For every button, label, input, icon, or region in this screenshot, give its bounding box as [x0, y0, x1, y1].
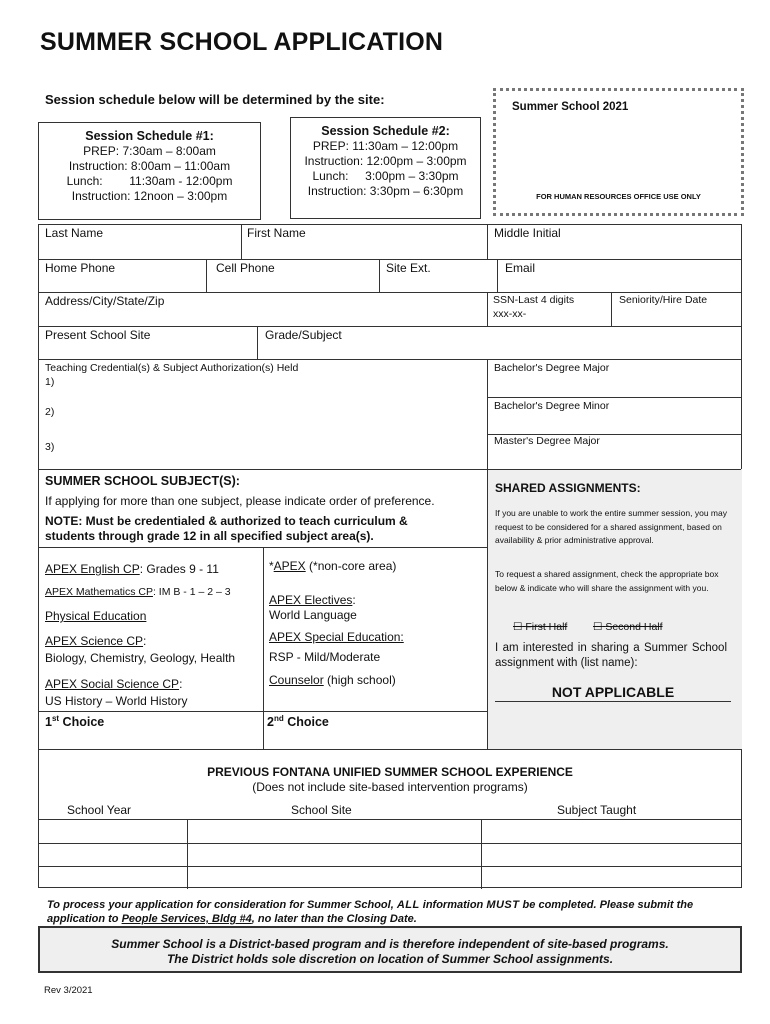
subjects-instruction: If applying for more than one subject, please indicate order of preference. — [45, 494, 435, 508]
middle-initial-label: Middle Initial — [494, 226, 561, 240]
schedule-1-line: PREP: 7:30am – 8:00am — [83, 144, 216, 158]
credentials-label: Teaching Credential(s) & Subject Authorization(s) Held — [45, 362, 299, 374]
science-link[interactable]: APEX Science CP — [45, 634, 144, 648]
ssn-value: xxx-xx- — [493, 308, 527, 320]
present-school-label: Present School Site — [45, 328, 151, 342]
schedule-1-heading: Session Schedule #1: — [85, 129, 214, 143]
shared-assignments-request: To request a shared assignment, check the appropriate box below & indicate who will share the assignment with you. — [495, 569, 719, 593]
session-schedule-2 — [290, 117, 481, 219]
ssn-label: SSN-Last 4 digits — [493, 294, 575, 306]
schedule-1-line: Lunch: 11:30am - 12:00pm — [66, 174, 233, 188]
shared-assignments-heading: SHARED ASSIGNMENTS: — [495, 481, 641, 495]
apex-star: * — [269, 559, 274, 573]
shared-name-value[interactable]: NOT APPLICABLE — [495, 684, 731, 702]
subjects-heading: SUMMER SCHOOL SUBJECT(S): — [45, 474, 240, 488]
first-name-label: First Name — [247, 226, 306, 240]
electives-detail: World Language — [269, 608, 357, 622]
credential-1: 1) — [45, 376, 55, 388]
hr-box-title: Summer School 2021 — [512, 101, 629, 113]
subject-apex-noncore[interactable] — [269, 559, 396, 573]
district-notice — [38, 926, 742, 973]
schedule-2-line: Instruction: 3:30pm – 6:30pm — [307, 184, 464, 198]
column-school-year: School Year — [67, 803, 132, 817]
second-half-option[interactable]: ☐ Second Half — [593, 621, 663, 633]
subject-electives[interactable] — [269, 593, 356, 607]
credential-2: 2) — [45, 406, 55, 418]
counselor-note: (high school) — [323, 673, 396, 687]
shared-assignments-info: If you are unable to work the entire summer session, you may request to be considered for a shared assignment, based on availability & prior administrative approval. — [495, 508, 727, 545]
previous-experience-heading: PREVIOUS FONTANA UNIFIED SUMMER SCHOOL EXPERIENCE — [207, 765, 573, 779]
application-form — [38, 224, 742, 888]
email-label: Email — [505, 261, 536, 275]
subject-math[interactable] — [45, 586, 231, 598]
revision-label: Rev 3/2021 — [44, 985, 93, 996]
first-choice-label: 1st Choice — [45, 714, 105, 730]
subject-counselor[interactable] — [269, 673, 396, 687]
bachelor-minor-label: Bachelor's Degree Minor — [494, 400, 610, 412]
hr-office-box — [493, 88, 744, 216]
counselor-link[interactable]: Counselor — [269, 673, 324, 687]
seniority-label: Seniority/Hire Date — [619, 294, 708, 306]
grade-subject-label: Grade/Subject — [265, 328, 342, 342]
submission-instructions: To process your application for consideration for Summer School, ALL information MUST be completed. Please submit the application to People Services, Bldg #4, no later than the Closing Date. — [47, 899, 694, 925]
first-half-option[interactable]: ☐ First Half — [513, 621, 568, 633]
social-science-link[interactable]: APEX Social Science CP — [45, 677, 180, 691]
science-colon: : — [143, 634, 147, 648]
science-detail: Biology, Chemistry, Geology, Health — [45, 651, 236, 665]
math-link[interactable]: APEX Mathematics CP — [45, 586, 153, 598]
previous-experience-subheading: (Does not include site-based intervention programs) — [252, 780, 528, 794]
subject-science[interactable] — [45, 634, 146, 648]
subject-social-science[interactable] — [45, 677, 182, 691]
second-choice-label: 2nd Choice — [267, 714, 329, 730]
social-colon: : — [179, 677, 183, 691]
site-ext-label: Site Ext. — [386, 261, 431, 275]
schedule-2-heading: Session Schedule #2: — [321, 124, 450, 138]
subject-english[interactable] — [45, 562, 219, 576]
math-detail: : IM B - 1 – 2 – 3 — [152, 586, 231, 598]
bachelor-major-label: Bachelor's Degree Major — [494, 362, 610, 374]
hr-box-footer: FOR HUMAN RESOURCES OFFICE USE ONLY — [536, 192, 701, 201]
district-notice-line: Summer School is a District-based program and is therefore independent of site-based programs. — [111, 937, 669, 951]
column-subject-taught: Subject Taught — [557, 803, 637, 817]
electives-link[interactable]: APEX Electives — [269, 593, 353, 607]
special-education-detail: RSP - Mild/Moderate — [269, 650, 381, 664]
schedule-2-line: PREP: 11:30am – 12:00pm — [312, 139, 459, 153]
home-phone-label: Home Phone — [45, 261, 116, 275]
master-major-label: Master's Degree Major — [494, 435, 600, 447]
schedule-2-line: Lunch: 3:00pm – 3:30pm — [312, 169, 459, 183]
last-name-label: Last Name — [45, 226, 104, 240]
session-note: Session schedule below will be determined by the site: — [45, 92, 385, 107]
credential-3: 3) — [45, 441, 55, 453]
cell-phone-label: Cell Phone — [216, 261, 275, 275]
column-school-site: School Site — [291, 803, 352, 817]
subject-special-education[interactable]: APEX Special Education: — [269, 630, 404, 644]
apex-link[interactable]: APEX — [273, 559, 306, 573]
page-title: SUMMER SCHOOL APPLICATION — [40, 28, 444, 56]
social-science-detail: US History – World History — [45, 694, 188, 708]
address-label: Address/City/State/Zip — [45, 294, 165, 308]
english-grades: : Grades 9 - 11 — [139, 562, 219, 576]
checkbox-icon[interactable]: ☐ — [593, 621, 603, 633]
subjects-note: NOTE: Must be credentialed & authorized to teach curriculum & students through grade 12 in all specified subject area(s). — [45, 514, 408, 543]
session-schedule-1 — [38, 122, 261, 220]
shared-interest: I am interested in sharing a Summer School assignment with (list name): — [495, 642, 727, 669]
district-notice-line: The District holds sole discretion on location of Summer School assignments. — [166, 952, 614, 966]
electives-colon: : — [352, 593, 356, 607]
english-link[interactable]: APEX English CP — [45, 562, 140, 576]
schedule-1-line: Instruction: 12noon – 3:00pm — [71, 189, 228, 203]
schedule-1-line: Instruction: 8:00am – 11:00am — [68, 159, 231, 173]
schedule-2-line: Instruction: 12:00pm – 3:00pm — [304, 154, 467, 168]
subject-pe[interactable]: Physical Education — [45, 609, 147, 623]
checkbox-icon[interactable]: ☐ — [513, 621, 523, 633]
apex-note: (*non-core area) — [305, 559, 397, 573]
